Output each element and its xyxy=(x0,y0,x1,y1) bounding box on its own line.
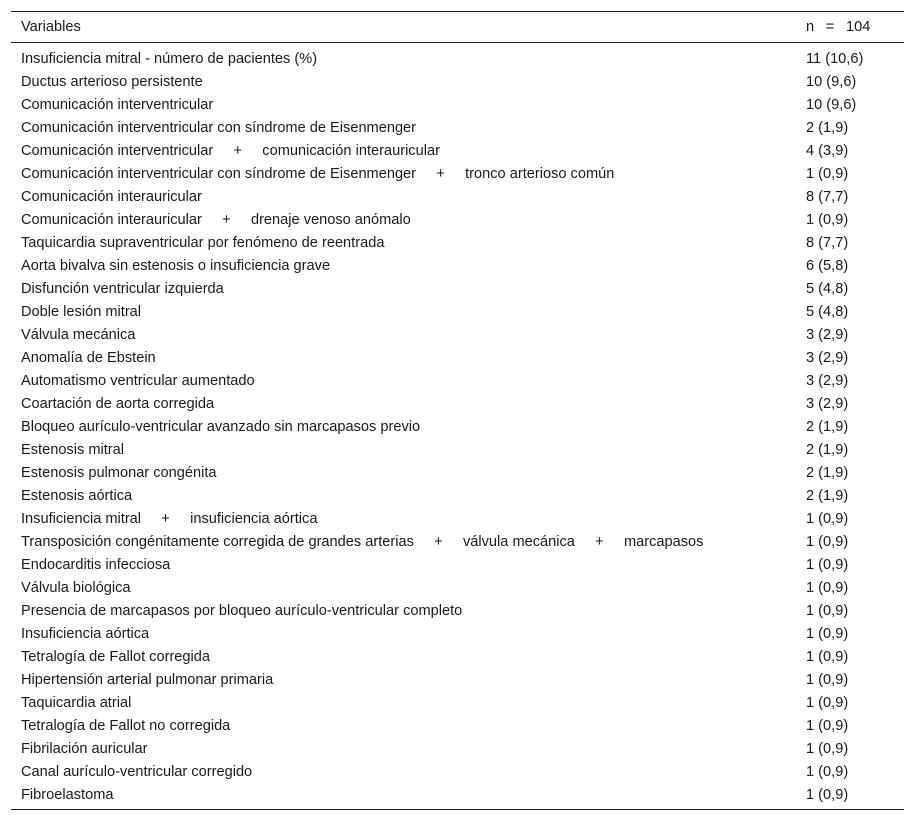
row-count-value: 6 (5,8) xyxy=(806,257,849,274)
row-count-value: 2 (1,9) xyxy=(806,441,849,458)
row-variable-label: Taquicardia atrial xyxy=(21,694,132,711)
row-variable-label: Comunicación interventricular con síndrome de Eisenmenger + tronco arterioso común xyxy=(21,165,615,182)
row-count-value: 1 (0,9) xyxy=(806,740,849,757)
row-variable-label: Automatismo ventricular aumentado xyxy=(21,372,255,389)
row-count-value: 1 (0,9) xyxy=(806,648,849,665)
table-row xyxy=(11,438,904,461)
row-count-value: 5 (4,8) xyxy=(806,280,849,297)
data-table xyxy=(11,11,904,810)
row-count-value: 2 (1,9) xyxy=(806,464,849,481)
row-count-value: 1 (0,9) xyxy=(806,625,849,642)
row-variable-label: Canal aurículo-ventricular corregido xyxy=(21,763,253,780)
row-variable-label: Transposición congénitamente corregida de grandes arterias + válvula mecánica + marcapasos xyxy=(21,533,704,550)
table-row xyxy=(11,668,904,691)
row-count-value: 11 (10,6) xyxy=(806,50,864,67)
row-variable-label: Fibroelastoma xyxy=(21,786,114,803)
row-variable-label: Tetralogía de Fallot corregida xyxy=(21,648,211,665)
table-row xyxy=(11,70,904,93)
table-row xyxy=(11,760,904,783)
row-variable-label: Válvula mecánica xyxy=(21,326,136,343)
data-table-container xyxy=(11,11,904,810)
table-row xyxy=(11,530,904,553)
header-row xyxy=(11,12,904,43)
table-row xyxy=(11,599,904,622)
row-count-value: 1 (0,9) xyxy=(806,211,849,228)
row-variable-label: Fibrilación auricular xyxy=(21,740,148,757)
row-variable-label: Estenosis aórtica xyxy=(21,487,133,504)
row-count-value: 1 (0,9) xyxy=(806,717,849,734)
table-row xyxy=(11,484,904,507)
row-variable-label: Comunicación interauricular + drenaje venoso anómalo xyxy=(21,211,411,228)
table-header xyxy=(11,12,904,43)
row-count-value: 1 (0,9) xyxy=(806,556,849,573)
row-variable-label: Comunicación interventricular xyxy=(21,96,214,113)
table-row xyxy=(11,254,904,277)
row-count-value: 2 (1,9) xyxy=(806,418,849,435)
row-variable-label: Coartación de aorta corregida xyxy=(21,395,215,412)
row-variable-label: Presencia de marcapasos por bloqueo aurículo-ventricular completo xyxy=(21,602,463,619)
row-variable-label: Endocarditis infecciosa xyxy=(21,556,171,573)
table-row xyxy=(11,783,904,810)
row-count-value: 8 (7,7) xyxy=(806,188,849,205)
row-variable-label: Insuficiencia mitral - número de pacientes (%) xyxy=(21,50,318,67)
table-row xyxy=(11,300,904,323)
row-variable-label: Ductus arterioso persistente xyxy=(21,73,203,90)
table-row xyxy=(11,208,904,231)
row-count-value: 1 (0,9) xyxy=(806,602,849,619)
row-variable-label: Anomalía de Ebstein xyxy=(21,349,156,366)
table-body xyxy=(11,43,904,810)
row-variable-label: Disfunción ventricular izquierda xyxy=(21,280,224,297)
row-count-value: 5 (4,8) xyxy=(806,303,849,320)
row-count-value: 3 (2,9) xyxy=(806,395,849,412)
header-variables: Variables xyxy=(21,19,81,35)
row-count-value: 1 (0,9) xyxy=(806,786,849,803)
row-variable-label: Estenosis mitral xyxy=(21,441,124,458)
header-n-count: n = 104 xyxy=(806,19,871,35)
row-variable-label: Estenosis pulmonar congénita xyxy=(21,464,217,481)
table-row xyxy=(11,185,904,208)
table-row xyxy=(11,507,904,530)
row-count-value: 1 (0,9) xyxy=(806,165,849,182)
row-count-value: 2 (1,9) xyxy=(806,119,849,136)
row-count-value: 3 (2,9) xyxy=(806,349,849,366)
table-row xyxy=(11,461,904,484)
row-count-value: 8 (7,7) xyxy=(806,234,849,251)
row-variable-label: Válvula biológica xyxy=(21,579,131,596)
row-count-value: 1 (0,9) xyxy=(806,694,849,711)
table-row xyxy=(11,323,904,346)
table-row xyxy=(11,346,904,369)
table-row xyxy=(11,162,904,185)
table-row xyxy=(11,369,904,392)
table-row xyxy=(11,645,904,668)
table-row xyxy=(11,737,904,760)
row-count-value: 3 (2,9) xyxy=(806,372,849,389)
table-row xyxy=(11,691,904,714)
row-variable-label: Comunicación interauricular xyxy=(21,188,202,205)
row-count-value: 1 (0,9) xyxy=(806,510,849,527)
row-count-value: 10 (9,6) xyxy=(806,96,857,113)
row-variable-label: Tetralogía de Fallot no corregida xyxy=(21,717,231,734)
table-row xyxy=(11,714,904,737)
table-row xyxy=(11,139,904,162)
table-row xyxy=(11,277,904,300)
row-count-value: 3 (2,9) xyxy=(806,326,849,343)
row-count-value: 1 (0,9) xyxy=(806,671,849,688)
row-variable-label: Comunicación interventricular con síndrome de Eisenmenger xyxy=(21,119,417,136)
row-count-value: 1 (0,9) xyxy=(806,579,849,596)
table-row xyxy=(11,93,904,116)
row-variable-label: Comunicación interventricular + comunicación interauricular xyxy=(21,142,440,159)
table-row xyxy=(11,415,904,438)
row-variable-label: Hipertensión arterial pulmonar primaria xyxy=(21,671,274,688)
table-row xyxy=(11,553,904,576)
table-row xyxy=(11,116,904,139)
row-count-value: 10 (9,6) xyxy=(806,73,857,90)
row-count-value: 1 (0,9) xyxy=(806,763,849,780)
table-row xyxy=(11,231,904,254)
row-variable-label: Taquicardia supraventricular por fenómeno de reentrada xyxy=(21,234,385,251)
row-variable-label: Bloqueo aurículo-ventricular avanzado sin marcapasos previo xyxy=(21,418,421,435)
row-variable-label: Doble lesión mitral xyxy=(21,303,142,320)
table-row xyxy=(11,43,904,71)
row-count-value: 4 (3,9) xyxy=(806,142,849,159)
table-row xyxy=(11,622,904,645)
table-row xyxy=(11,392,904,415)
table-row xyxy=(11,576,904,599)
row-variable-label: Aorta bivalva sin estenosis o insuficiencia grave xyxy=(21,257,331,274)
row-count-value: 1 (0,9) xyxy=(806,533,849,550)
row-variable-label: Insuficiencia mitral + insuficiencia aórtica xyxy=(21,510,318,527)
row-count-value: 2 (1,9) xyxy=(806,487,849,504)
row-variable-label: Insuficiencia aórtica xyxy=(21,625,150,642)
